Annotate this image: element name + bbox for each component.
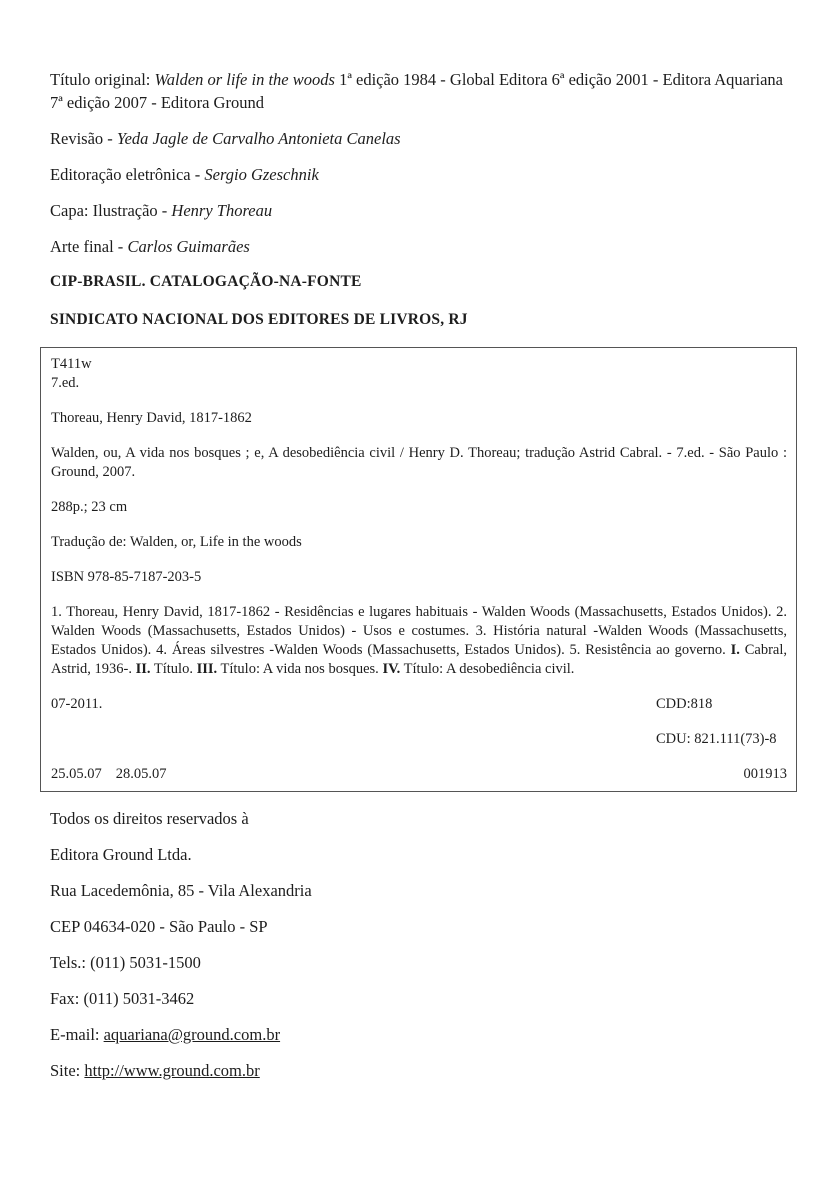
- email-line: [50, 1023, 792, 1046]
- original-title-line: [50, 68, 792, 114]
- revision-name: Yeda Jagle de Carvalho Antonieta Canelas: [116, 129, 401, 148]
- revision-label: Revisão -: [50, 129, 117, 148]
- site-label: Site:: [50, 1061, 85, 1080]
- union-heading: SINDICATO NACIONAL DOS EDITORES DE LIVROS, RJ: [50, 311, 468, 328]
- site-line: [50, 1059, 792, 1082]
- email-label: E-mail:: [50, 1025, 104, 1044]
- call-number: T411w: [51, 356, 92, 372]
- physical-description: 288p.; 23 cm: [51, 499, 128, 515]
- added-entry-numeral-2: II.: [135, 661, 151, 677]
- subjects-text-4: Título: A vida nos bosques.: [217, 661, 383, 677]
- subjects-text-5: Título: A desobediência civil.: [400, 661, 575, 677]
- typesetting-name: Sergio Gzeschnik: [204, 165, 319, 184]
- cip-heading: CIP-BRASIL. CATALOGAÇÃO-NA-FONTE: [50, 273, 362, 290]
- publisher-cep: CEP 04634-020 - São Paulo - SP: [50, 917, 268, 936]
- cover-line: [50, 199, 792, 222]
- subjects-text-1: 1. Thoreau, Henry David, 1817-1862 - Residências e lugares habituais - Walden Woods (Massachusetts, Estados Unidos). 2. Walden Woods (Massachusetts, Estados Unidos) - Usos e costumes. 3. História natural -Walden Woods (Massachusetts, Estados Unidos). 4. Áreas silvestres -Walden Woods (Massachusetts, Estados Unidos). 5. Resistência ao governo.: [51, 604, 787, 658]
- typesetting-line: [50, 163, 792, 186]
- control-number: 001913: [743, 766, 787, 782]
- translation-note: Tradução de: Walden, or, Life in the woods: [51, 534, 302, 550]
- cdu-row: [51, 730, 787, 749]
- publisher-name: Editora Ground Ltda.: [50, 845, 192, 864]
- cdd-row: [51, 695, 787, 714]
- date-processed: 28.05.07: [115, 766, 167, 782]
- final-art-line: [50, 235, 792, 258]
- added-entry-numeral-3: III.: [196, 661, 218, 677]
- publisher-address: Rua Lacedemônia, 85 - Vila Alexandria: [50, 881, 312, 900]
- original-title-italic: Walden or life in the woods: [154, 70, 335, 89]
- publisher-phone: Tels.: (011) 5031-1500: [50, 953, 201, 972]
- subjects-text-3: Título.: [150, 661, 197, 677]
- revision-line: [50, 127, 792, 150]
- original-title-editions: 1ª edição 1984 - Global Editora 6ª edição 2001 - Editora Aquariana 7ª edição 2007 - Editora Ground: [50, 70, 783, 112]
- added-entry-numeral-4: IV.: [382, 661, 401, 677]
- subjects-text-2: Cabral, Astrid, 1936-.: [51, 642, 787, 677]
- subject-entries: [51, 603, 787, 679]
- final-art-label: Arte final -: [50, 237, 128, 256]
- email-link[interactable]: aquariana@ground.com.br: [103, 1025, 281, 1044]
- date-received: 25.05.07: [51, 766, 102, 782]
- catalog-card: [40, 347, 797, 792]
- added-entry-numeral-1: I.: [730, 642, 740, 658]
- cover-label: Capa: Ilustração -: [50, 201, 172, 220]
- cdu-number: CDU: 821.111(73)-8: [656, 731, 777, 747]
- publisher-fax: Fax: (011) 5031-3462: [50, 989, 195, 1008]
- cdd-number: CDD:818: [656, 696, 713, 712]
- edition-number: 7.ed.: [51, 375, 80, 391]
- title-entry: Walden, ou, A vida nos bosques ; e, A desobediência civil / Henry D. Thoreau; tradução Astrid Cabral. - 7.ed. - São Paulo : Ground, 2007.: [51, 445, 787, 480]
- batch-number: 07-2011.: [51, 696, 103, 712]
- final-art-name: Carlos Guimarães: [127, 237, 250, 256]
- site-link[interactable]: http://www.ground.com.br: [84, 1061, 260, 1080]
- cover-artist: Henry Thoreau: [171, 201, 273, 220]
- call-number-block: [51, 355, 787, 393]
- dates-row: [51, 765, 787, 784]
- rights-line: Todos os direitos reservados à: [50, 809, 249, 828]
- typesetting-label: Editoração eletrônica -: [50, 165, 205, 184]
- author-entry: Thoreau, Henry David, 1817-1862: [51, 410, 252, 426]
- original-title-label: Título original:: [50, 70, 155, 89]
- isbn: ISBN 978-85-7187-203-5: [51, 569, 202, 585]
